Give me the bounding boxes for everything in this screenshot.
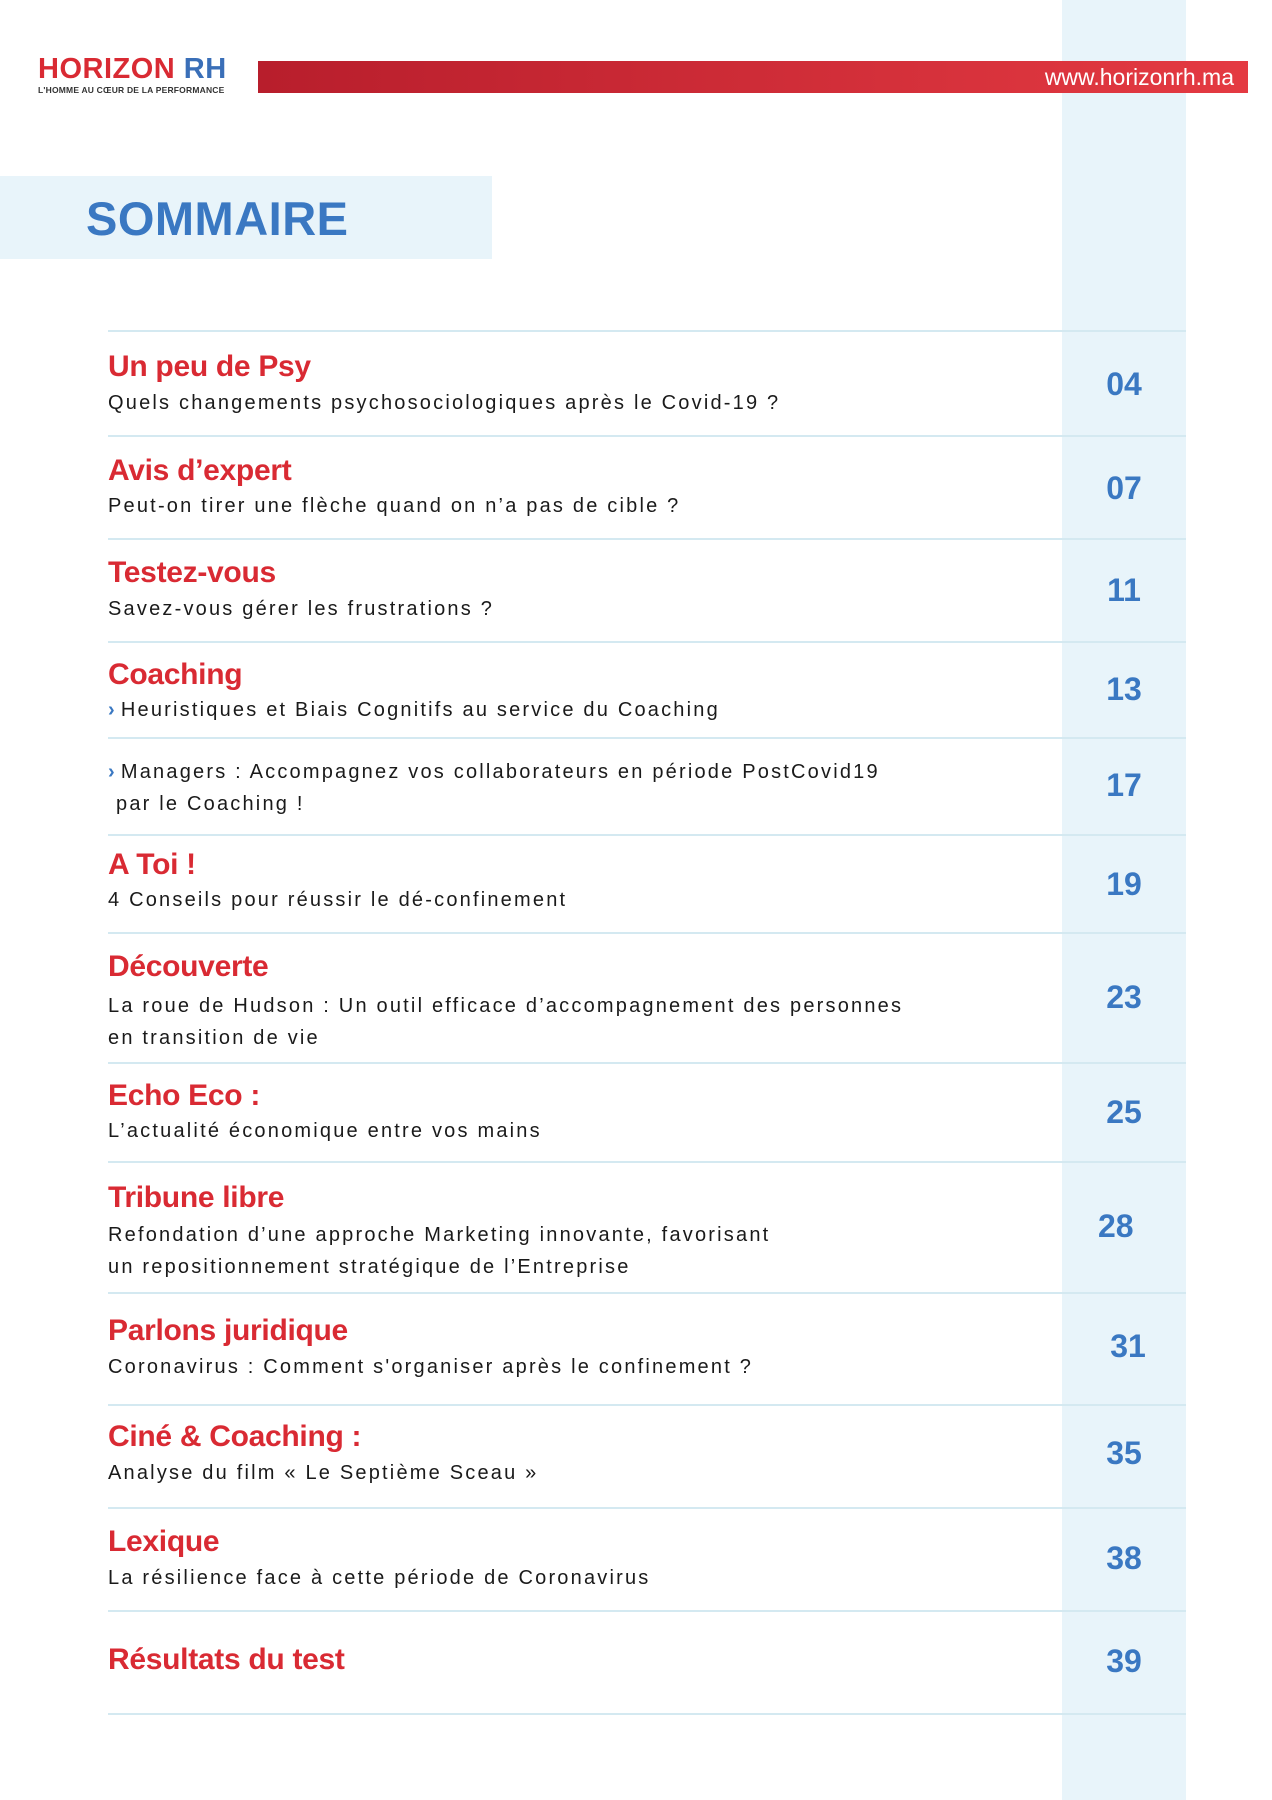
separator: [108, 1404, 1186, 1406]
brand-tagline: L'HOMME AU CŒUR DE LA PERFORMANCE: [38, 85, 225, 95]
separator: [108, 1062, 1186, 1064]
toc-subtitle: 4 Conseils pour réussir le dé-confinement: [108, 889, 568, 911]
chevron-right-icon: ›: [108, 761, 117, 783]
toc-subtitle: Coronavirus : Comment s'organiser après le confinement ?: [108, 1356, 754, 1378]
toc-subtitle: › Managers : Accompagnez vos collaborateurs en période PostCovid19: [108, 761, 880, 783]
toc-subtitle-line2: en transition de vie: [108, 1027, 320, 1049]
toc-page-number: 23: [1106, 979, 1142, 1015]
separator: [108, 1713, 1186, 1715]
toc-page-number: 38: [1106, 1540, 1142, 1576]
toc-subtitle-line2: un repositionnement stratégique de l’Entreprise: [108, 1256, 631, 1278]
toc-page-number: 19: [1106, 866, 1142, 902]
toc-heading: A Toi !: [108, 848, 196, 881]
separator: [108, 1161, 1186, 1163]
toc-subtitle: L’actualité économique entre vos mains: [108, 1120, 542, 1142]
toc-page-number: 13: [1106, 671, 1142, 707]
toc-page-number: 39: [1106, 1643, 1142, 1679]
separator: [108, 435, 1186, 437]
toc-heading: Lexique: [108, 1525, 220, 1558]
chevron-right-icon: ›: [108, 699, 117, 721]
toc-subtitle: La résilience face à cette période de Coronavirus: [108, 1567, 651, 1589]
toc-subtitle: La roue de Hudson : Un outil efficace d’accompagnement des personnes: [108, 995, 904, 1017]
toc-page-number: 11: [1107, 572, 1141, 608]
toc-heading: Tribune libre: [108, 1181, 285, 1214]
toc-heading: Un peu de Psy: [108, 350, 311, 383]
separator: [108, 737, 1186, 739]
toc-heading: Testez-vous: [108, 556, 276, 589]
toc-page-number: 28: [1098, 1208, 1134, 1244]
separator: [108, 1507, 1186, 1509]
toc-page-number: 35: [1106, 1435, 1142, 1471]
toc-page-number: 04: [1106, 366, 1142, 402]
toc-heading: Parlons juridique: [108, 1314, 348, 1347]
toc-subtitle: Refondation d’une approche Marketing innovante, favorisant: [108, 1224, 771, 1246]
website-url[interactable]: www.horizonrh.ma: [1044, 64, 1234, 90]
toc-page-number: 07: [1106, 470, 1142, 506]
toc-subtitle: Quels changements psychosociologiques après le Covid-19 ?: [108, 392, 781, 414]
separator: [108, 932, 1186, 934]
page-title: SOMMAIRE: [86, 192, 349, 245]
separator: [108, 538, 1186, 540]
toc-heading: Ciné & Coaching :: [108, 1420, 362, 1453]
toc-heading: Echo Eco :: [108, 1079, 261, 1112]
separator: [108, 330, 1186, 332]
toc-page-number: 17: [1106, 767, 1142, 803]
toc-heading: Avis d’expert: [108, 454, 292, 487]
toc-subtitle: Peut-on tirer une flèche quand on n’a pas de cible ?: [108, 495, 681, 517]
toc-subtitle: › Heuristiques et Biais Cognitifs au service du Coaching: [108, 699, 720, 721]
separator: [108, 641, 1186, 643]
separator: [108, 834, 1186, 836]
toc-heading: Coaching: [108, 658, 243, 691]
toc-subtitle-line2: par le Coaching !: [116, 793, 305, 815]
toc-subtitle: Analyse du film « Le Septième Sceau »: [108, 1462, 539, 1484]
separator: [108, 1292, 1186, 1294]
separator: [108, 1610, 1186, 1612]
brand-accent: RH: [183, 53, 227, 85]
toc-heading: Résultats du test: [108, 1643, 345, 1676]
brand-main: HORIZON: [38, 53, 176, 85]
toc-subtitle: Savez-vous gérer les frustrations ?: [108, 598, 495, 620]
toc-page-number: 25: [1106, 1094, 1142, 1130]
toc-page-number: 31: [1110, 1328, 1146, 1364]
toc-heading: Découverte: [108, 950, 269, 983]
